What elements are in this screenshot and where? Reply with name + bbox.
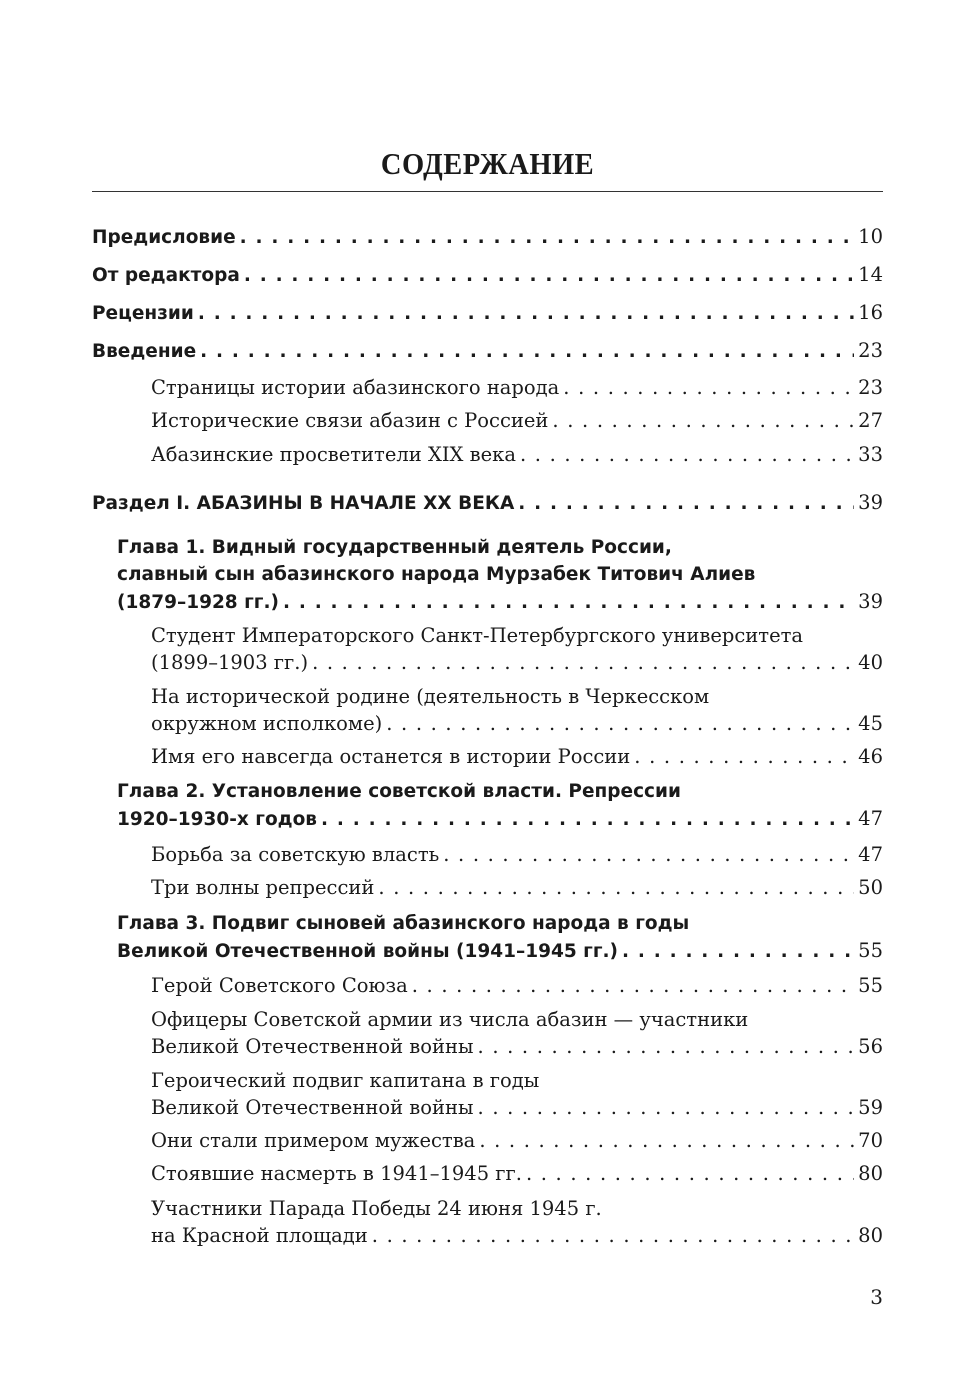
toc-leader <box>520 441 854 468</box>
toc-entry-title: (1879–1928 гг.) <box>117 592 279 613</box>
toc-entry-title: Введение <box>92 341 197 362</box>
toc-leader <box>321 806 854 833</box>
toc-entry-editor[interactable] <box>92 261 883 289</box>
toc-leader <box>240 224 855 251</box>
toc-section-1[interactable] <box>92 489 883 517</box>
toc-page-number: 33 <box>858 443 883 466</box>
toc-leader <box>478 1094 855 1121</box>
toc-page-number: 14 <box>858 263 883 286</box>
toc-entry-title: Абазинские просветители XIX века <box>151 443 516 466</box>
toc-entry-title: Великой Отечественной войны <box>151 1096 474 1119</box>
toc-entry-title: на Красной площади <box>151 1224 368 1247</box>
toc-page-number: 10 <box>858 225 883 248</box>
toc-chapter-3[interactable] <box>117 910 883 965</box>
toc-entry-title: (1899–1903 гг.) <box>151 651 309 674</box>
toc-entry-title: окружном исполкоме) <box>151 712 383 735</box>
toc-leader <box>552 407 854 434</box>
toc-leader <box>283 589 854 616</box>
toc-page-number: 39 <box>858 590 883 613</box>
toc-leader <box>200 338 854 365</box>
toc-entry-title: 1920–1930-х годов <box>117 809 318 830</box>
toc-entry-title-line: На исторической родине (деятельность в Черкесском <box>151 685 710 708</box>
toc-subentry[interactable] <box>151 1160 883 1187</box>
toc-subentry[interactable] <box>151 441 883 468</box>
toc-page-number: 47 <box>858 843 883 866</box>
toc-entry-title: Великой Отечественной войны <box>151 1035 474 1058</box>
toc-leader <box>386 710 854 737</box>
toc-leader <box>479 1127 854 1154</box>
toc-subentry[interactable] <box>151 683 883 737</box>
toc-page-number: 56 <box>858 1035 883 1058</box>
toc-page-number: 59 <box>858 1096 883 1119</box>
toc-entry-title-line: Офицеры Советской армии из числа абазин — участники <box>151 1008 749 1031</box>
toc-page-number: 23 <box>858 376 883 399</box>
page-number: 3 <box>870 1285 883 1309</box>
toc-entry-preface[interactable] <box>92 223 883 251</box>
toc-entry-title-line: Студент Императорского Санкт-Петербургского университета <box>151 624 804 647</box>
toc-entry-title: Стоявшие насмерть в 1941–1945 гг. <box>151 1162 522 1185</box>
toc-entry-title-line: Героический подвиг капитана в годы <box>151 1069 540 1092</box>
toc-leader <box>244 262 854 289</box>
toc-leader <box>518 490 854 517</box>
toc-page-number: 80 <box>858 1224 883 1247</box>
page-title: СОДЕРЖАНИЕ <box>380 146 595 181</box>
toc-entry-title-line: Участники Парада Победы 24 июня 1945 г. <box>151 1197 602 1220</box>
toc-subentry[interactable] <box>151 407 883 434</box>
toc-entry-title: Страницы истории абазинского народа <box>151 376 560 399</box>
title-divider <box>92 191 883 192</box>
toc-subentry[interactable] <box>151 972 883 999</box>
toc-subentry[interactable] <box>151 374 883 401</box>
toc-leader <box>412 972 854 999</box>
toc-leader <box>372 1222 854 1249</box>
toc-entry-title-line: Глава 1. Видный государственный деятель России, <box>117 537 672 558</box>
toc-leader <box>478 1033 855 1060</box>
toc-page-number: 27 <box>858 409 883 432</box>
toc-page-number: 16 <box>858 301 883 324</box>
toc-page-number: 70 <box>858 1129 883 1152</box>
toc-entry-title: Исторические связи абазин с Россией <box>151 409 549 432</box>
toc-entry-title: Великой Отечественной войны (1941–1945 гг.) <box>117 941 618 962</box>
toc-entry-title: От редактора <box>92 265 240 286</box>
toc-leader <box>634 743 854 770</box>
toc-page-number: 39 <box>858 491 883 514</box>
toc-subentry[interactable] <box>151 1127 883 1154</box>
toc-chapter-2[interactable] <box>117 778 883 833</box>
toc-entry-reviews[interactable] <box>92 299 883 327</box>
toc-chapter-1[interactable] <box>117 534 883 616</box>
toc-page-number: 80 <box>858 1162 883 1185</box>
toc-leader <box>563 374 854 401</box>
toc-leader <box>198 300 854 327</box>
toc-subentry[interactable] <box>151 1195 883 1249</box>
toc-entry-title: Три волны репрессий <box>151 876 375 899</box>
toc-leader <box>622 938 854 965</box>
toc-entry-title: Борьба за советскую власть <box>151 843 440 866</box>
toc-page-number: 40 <box>858 651 883 674</box>
toc-page-number: 23 <box>858 339 883 362</box>
toc-subentry[interactable] <box>151 743 883 770</box>
toc-page-number: 45 <box>858 712 883 735</box>
toc-page-number: 50 <box>858 876 883 899</box>
toc-entry-title: Раздел I. АБАЗИНЫ В НАЧАЛЕ XX ВЕКА <box>92 493 515 514</box>
toc-subentry[interactable] <box>151 1067 883 1121</box>
toc-leader <box>526 1160 854 1187</box>
toc-leader <box>378 874 854 901</box>
toc-page-number: 46 <box>858 745 883 768</box>
toc-entry-title: Рецензии <box>92 303 194 324</box>
toc-subentry[interactable] <box>151 841 883 868</box>
toc-page-number: 47 <box>858 807 883 830</box>
toc-entry-title: Имя его навсегда останется в истории России <box>151 745 631 768</box>
toc-subentry[interactable] <box>151 622 883 676</box>
toc-entry-title-line: Глава 2. Установление советской власти. Репрессии <box>117 781 681 802</box>
toc-entry-title: Они стали примером мужества <box>151 1129 476 1152</box>
toc-entry-introduction[interactable] <box>92 337 883 365</box>
toc-subentry[interactable] <box>151 1006 883 1060</box>
toc-entry-title-line: славный сын абазинского народа Мурзабек Титович Алиев <box>117 564 756 585</box>
toc-subentry[interactable] <box>151 874 883 901</box>
toc-entry-title: Предисловие <box>92 227 236 248</box>
toc-page-number: 55 <box>858 939 883 962</box>
toc-entry-title: Герой Советского Союза <box>151 974 408 997</box>
toc-entry-title-line: Глава 3. Подвиг сыновей абазинского народа в годы <box>117 913 690 934</box>
toc-page-number: 55 <box>858 974 883 997</box>
toc-leader <box>312 649 854 676</box>
toc-leader <box>443 841 854 868</box>
